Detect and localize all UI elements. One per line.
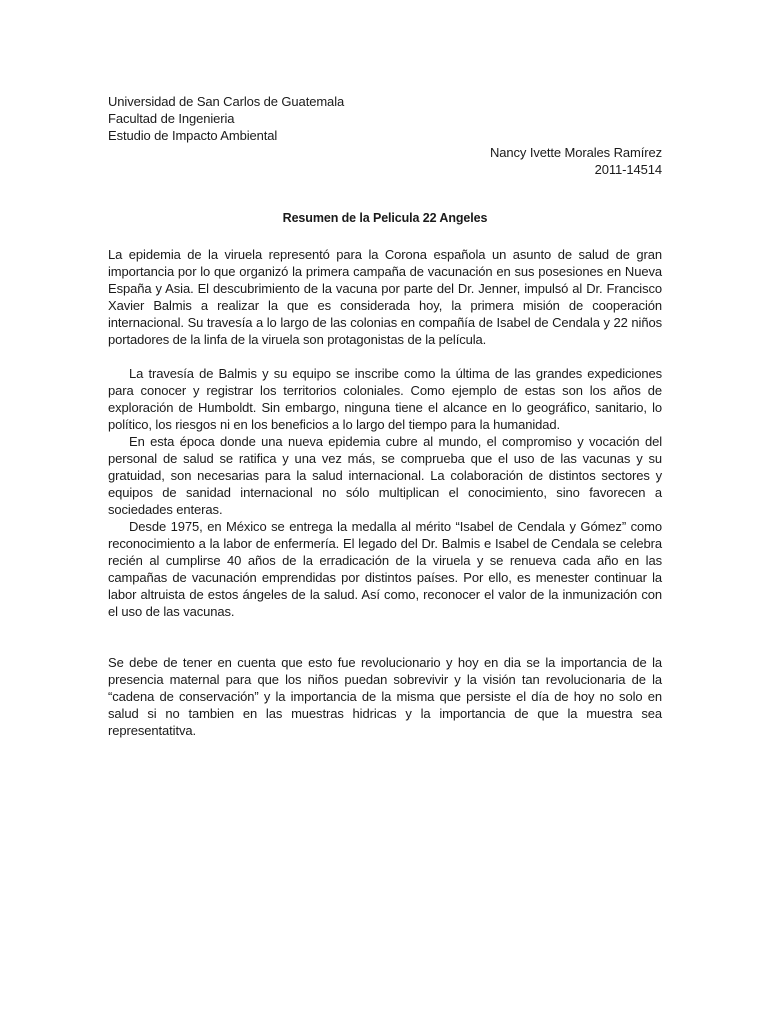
- faculty-name: Facultad de Ingenieria: [108, 111, 235, 126]
- paragraph-conclusion: Se debe de tener en cuenta que esto fue revolucionario y hoy en dia se la importancia de la presencia maternal para que los niños puedan sobrevivir y la visión tan revolucionaria de la “cadena de conservación” y la importancia de la misma que persiste el día de hoy no solo en salud si no tambien en las muestras hidricas y la importancia de que la muestra sea representatitva.: [108, 655, 662, 738]
- header-author-block: [108, 144, 662, 178]
- paragraph-legacy: Desde 1975, en México se entrega la medalla al mérito “Isabel de Cendala y Gómez” como reconocimiento a la labor de enfermería. El legado del Dr. Balmis e Isabel de Cendala se celebra recién al cumplirse 40 años de la erradicación de la viruela y se renueva cada año en las campañas de vacunación emprendidas por distintos países. Por ello, es menester continuar la labor altruista de estos ángeles de la salud. Así como, reconocer el valor de la inmunización con el uso de las vacunas.: [108, 519, 662, 619]
- student-id: 2011-14514: [594, 162, 662, 177]
- paragraph-epidemic: En esta época donde una nueva epidemia cubre al mundo, el compromiso y vocación del personal de salud se ratifica y una vez más, se comprueba que el uso de las vacunas y su gratuidad, son necesarias para la salud internacional. La colaboración de distintos sectores y equipos de sanidad internacional no sólo multiplican el conocimiento, sino favorecen a sociedades enteras.: [108, 434, 662, 517]
- document-body: [108, 93, 662, 739]
- university-name: Universidad de San Carlos de Guatemala: [108, 94, 345, 109]
- author-name: Nancy Ivette Morales Ramírez: [489, 145, 662, 160]
- paragraph-intro: La epidemia de la viruela representó para la Corona española un asunto de salud de gran importancia por lo que organizó la primera campaña de vacunación en sus posesiones en Nueva España y Asia. El descubrimiento de la vacuna por parte del Dr. Jenner, impulsó al Dr. Francisco Xavier Balmis a realizar la que es considerada hoy, la primera misión de cooperación internacional. Su travesía a lo largo de las colonias en compañía de Isabel de Cendala y 22 niños portadores de la linfa de la viruela son protagonistas de la película.: [108, 247, 662, 347]
- paragraph-expedition: La travesía de Balmis y su equipo se inscribe como la última de las grandes expediciones para conocer y registrar los territorios coloniales. Como ejemplo de estas son los años de exploración de Humboldt. Sin embargo, ninguna tiene el alcance en lo geográfico, sanitario, lo político, los riesgos ni en los beneficios a lo largo del tiempo para la humanidad.: [108, 366, 662, 432]
- course-name: Estudio de Impacto Ambiental: [108, 128, 278, 143]
- document-title: Resumen de la Pelicula 22 Angeles: [282, 211, 488, 225]
- header-institution-block: [108, 93, 662, 144]
